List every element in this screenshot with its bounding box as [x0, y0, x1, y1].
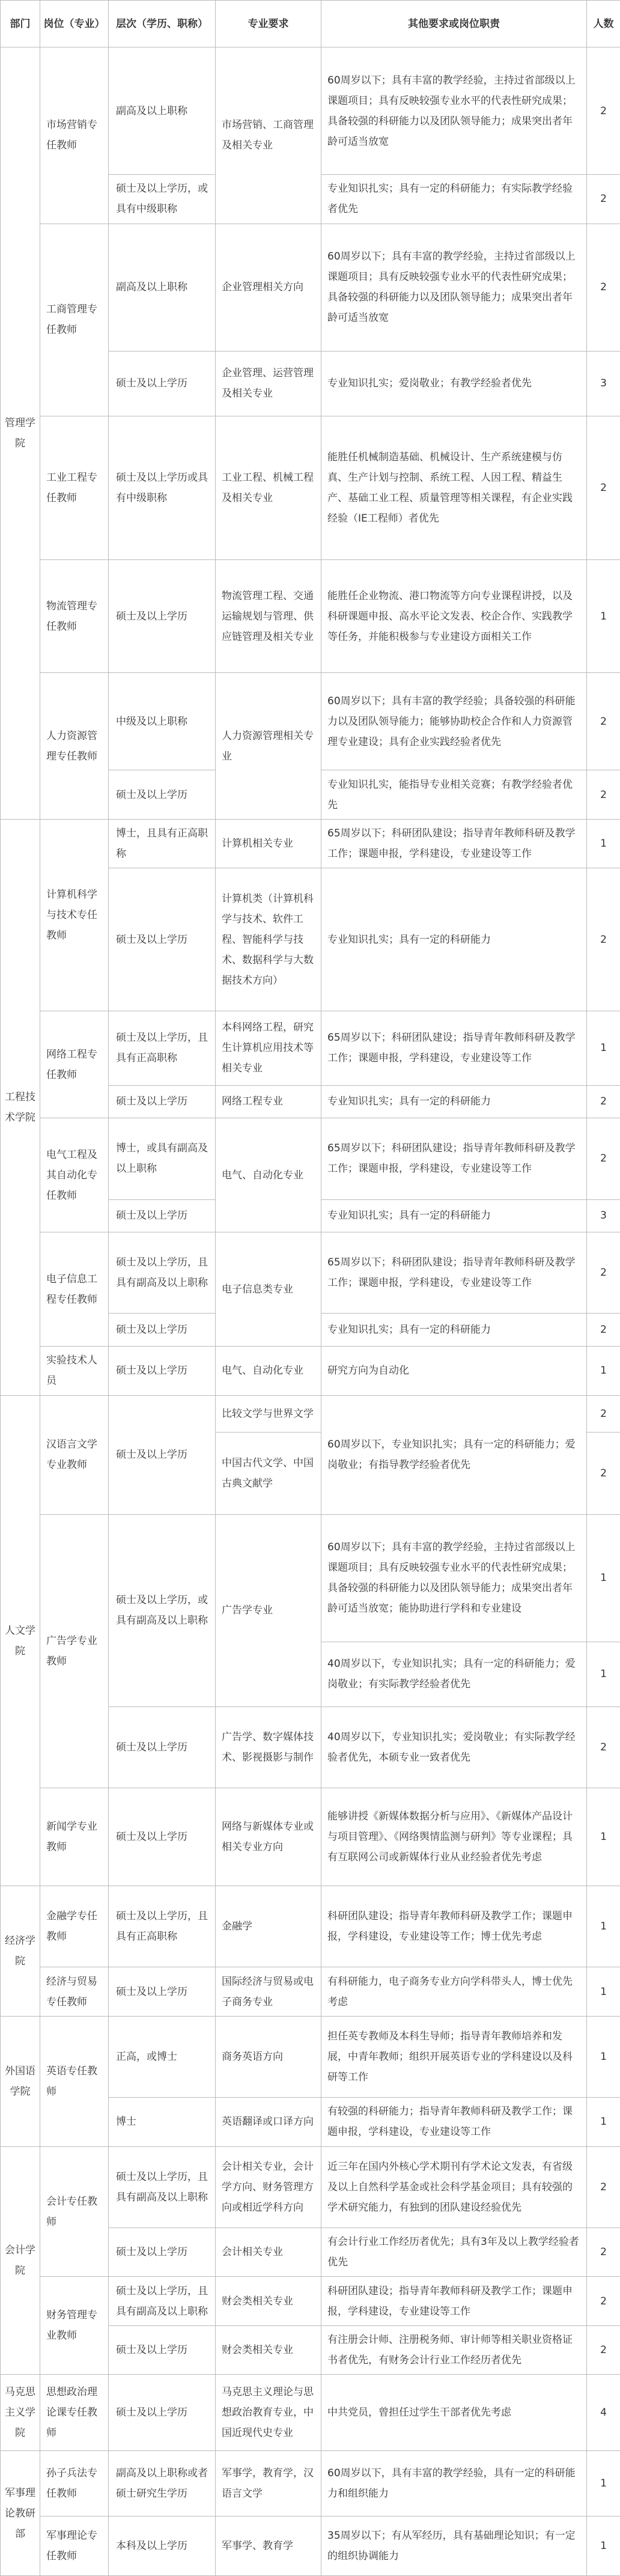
count-cell: 2	[587, 1314, 620, 1347]
count-cell: 1	[587, 2098, 620, 2147]
position-cell: 人力资源管理专任教师	[40, 673, 109, 819]
count-cell: 2	[587, 1118, 620, 1199]
position-cell: 孙子兵法专任教师	[40, 2451, 109, 2516]
level-cell: 硕士及以上学历，且具有副高及以上职称	[109, 2146, 216, 2227]
other-requirement-cell: 能胜任机械制造基础、机械设计、生产系统建模与仿真、生产计划与控制、系统工程、人因工程、精益生产、基础工业工程、质量管理等相关课程，有企业实践经验（IE工程师）者优先	[321, 416, 587, 559]
count-cell: 2	[587, 1395, 620, 1433]
level-cell: 硕士及以上学历	[109, 1788, 216, 1886]
other-requirement-cell: 专业知识扎实；爱岗敬业；有教学经验者优先	[321, 351, 587, 416]
header-row	[1, 1, 620, 47]
table-row	[1, 1514, 620, 1642]
count-cell: 1	[587, 1347, 620, 1396]
level-cell: 硕士及以上学历	[109, 1314, 216, 1347]
requirement-cell: 商务英语方向	[216, 2017, 321, 2098]
other-requirement-cell: 专业知识扎实；具有一定的科研能力	[321, 1199, 587, 1232]
count-cell: 4	[587, 2375, 620, 2451]
requirement-cell: 马克思主义理论与思想政治教育专业，中国近现代史专业	[216, 2375, 321, 2451]
requirement-cell: 财会类相关专业	[216, 2277, 321, 2326]
table-body	[1, 47, 620, 2576]
count-cell: 3	[587, 351, 620, 416]
requirement-cell: 比较文学与世界文学	[216, 1395, 321, 1433]
requirement-cell: 计算机类（计算机科学与技术、软件工程、智能科学与技术、数据科学与大数据技术方向）	[216, 868, 321, 1011]
table-row	[1, 673, 620, 770]
count-cell: 2	[587, 770, 620, 820]
other-requirement-cell: 65周岁以下；科研团队建设；指导青年教师科研及教学工作；课题申报，学科建设，专业建设等工作	[321, 1118, 587, 1199]
count-cell: 2	[587, 416, 620, 559]
table-row	[1, 2017, 620, 2098]
requirement-cell: 人力资源管理相关专业	[216, 673, 321, 819]
requirement-cell: 市场营销、工商管理及相关专业	[216, 47, 321, 224]
requirement-cell: 财会类相关专业	[216, 2325, 321, 2375]
other-requirement-cell: 65周岁以下；科研团队建设；指导青年教师科研及教学工作；课题申报，学科建设，专业建设等工作	[321, 1232, 587, 1314]
count-cell: 2	[587, 1433, 620, 1514]
level-cell: 副高及以上职称或者硕士研究生学历	[109, 2451, 216, 2516]
dept-cell: 会计学院	[1, 2146, 40, 2375]
count-cell: 1	[587, 1011, 620, 1085]
other-requirement-cell: 研究方向为自动化	[321, 1347, 587, 1396]
count-cell: 1	[587, 2516, 620, 2575]
count-cell: 1	[587, 819, 620, 868]
level-cell: 硕士及以上学历	[109, 1199, 216, 1232]
requirement-cell: 金融学	[216, 1886, 321, 1967]
table-row	[1, 2277, 620, 2326]
other-requirement-cell: 能胜任企业物流、港口物流等方向专业课程讲授，以及科研课题申报、高水平论文发表、校企合作、实践教学等任务，并能积极参与专业建设方面相关工作	[321, 559, 587, 673]
requirement-cell: 国际经济与贸易或电子商务专业	[216, 1967, 321, 2017]
position-cell: 电子信息工程专任教师	[40, 1232, 109, 1347]
table-row	[1, 2146, 620, 2227]
count-cell: 2	[587, 2146, 620, 2227]
requirement-cell: 网络工程专业	[216, 1085, 321, 1118]
level-cell: 硕士及以上学历，且具有正高职称	[109, 1886, 216, 1967]
other-requirement-cell: 65周岁以下；科研团队建设；指导青年教师科研及教学工作；课题申报，学科建设，专业建设等工作	[321, 819, 587, 868]
level-cell: 正高，或博士	[109, 2017, 216, 2098]
requirement-cell: 企业管理相关方向	[216, 224, 321, 351]
count-cell: 1	[587, 1642, 620, 1707]
level-cell: 硕士及以上学历	[109, 1707, 216, 1788]
requirement-cell: 广告学、数字媒体技术、影视摄影与制作	[216, 1707, 321, 1788]
count-cell: 2	[587, 1085, 620, 1118]
position-cell: 物流管理专任教师	[40, 559, 109, 673]
table-row	[1, 559, 620, 673]
other-requirement-cell: 担任英专教师及本科生导师；指导青年教师培养和发展，中青年教师；组织开展英语专业的学科建设以及科研等工作	[321, 2017, 587, 2098]
position-cell: 实验技术人员	[40, 1347, 109, 1396]
other-requirement-cell: 有较强的科研能力；指导青年教师科研及教学工作；课题申报，学科建设，专业建设等工作	[321, 2098, 587, 2147]
position-cell: 计算机科学与技术专任教师	[40, 819, 109, 1011]
requirement-cell: 会计相关专业，会计学方向、财务管理方向或相近学科方向	[216, 2146, 321, 2227]
other-requirement-cell: 专业知识扎实；具有一定的科研能力	[321, 868, 587, 1011]
requirement-cell: 计算机相关专业	[216, 819, 321, 868]
count-cell: 2	[587, 673, 620, 770]
position-cell: 工商管理专任教师	[40, 224, 109, 416]
level-cell: 副高及以上职称	[109, 47, 216, 175]
count-cell: 2	[587, 2277, 620, 2326]
requirement-cell: 会计相关专业	[216, 2227, 321, 2277]
other-requirement-cell: 科研团队建设；指导青年教师科研及教学工作；课题申报，学科建设，专业建设等工作	[321, 2277, 587, 2326]
table-row	[1, 2451, 620, 2516]
table-row	[1, 1395, 620, 1433]
count-cell: 1	[587, 2451, 620, 2516]
level-cell: 硕士及以上学历，或具有中级职称	[109, 175, 216, 224]
count-cell: 2	[587, 175, 620, 224]
level-cell: 硕士及以上学历	[109, 770, 216, 820]
table-row	[1, 224, 620, 351]
header-dept: 部门	[1, 1, 40, 47]
requirement-cell: 军事学、教育学	[216, 2516, 321, 2575]
level-cell: 硕士及以上学历	[109, 1395, 216, 1514]
other-requirement-cell: 60周岁以下；具有丰富的教学经验，主持过省部级以上课题项目；具有反映较强专业水平的代表性研究成果；具备较强的科研能力以及团队领导能力；成果突出者年龄可适当放宽；能协助进行学科和专业建设	[321, 1514, 587, 1642]
dept-cell: 马克思主义学院	[1, 2375, 40, 2451]
position-cell: 新闻学专业教师	[40, 1788, 109, 1886]
level-cell: 硕士及以上学历，且具有副高及以上职称	[109, 2277, 216, 2326]
position-cell: 财务管理专业教师	[40, 2277, 109, 2375]
level-cell: 博士	[109, 2098, 216, 2147]
table-row	[1, 1788, 620, 1886]
other-requirement-cell: 65周岁以下；科研团队建设；指导青年教师科研及教学工作；课题申报，学科建设，专业建设等工作	[321, 1011, 587, 1085]
other-requirement-cell: 有注册会计师、注册税务师、审计师等相关职业资格证书者优先，有财务会计行业工作经历者优先	[321, 2325, 587, 2375]
count-cell: 1	[587, 2017, 620, 2098]
table-row	[1, 2375, 620, 2451]
other-requirement-cell: 60周岁以下；具有丰富的教学经验，主持过省部级以上课题项目；具有反映较强专业水平的代表性研究成果；具备较强的科研能力以及团队领导能力；成果突出者年龄可适当放宽	[321, 224, 587, 351]
position-cell: 电气工程及其自动化专任教师	[40, 1118, 109, 1232]
position-cell: 会计专任教师	[40, 2146, 109, 2277]
position-cell: 广告学专业教师	[40, 1514, 109, 1788]
level-cell: 硕士及以上学历	[109, 868, 216, 1011]
other-requirement-cell: 有会计行业工作经历者优先；具有3年及以上教学经验者优先	[321, 2227, 587, 2277]
table-row	[1, 1347, 620, 1396]
count-cell: 2	[587, 2227, 620, 2277]
requirement-cell: 工业工程、机械工程及相关专业	[216, 416, 321, 559]
requirement-cell: 电气、自动化专业	[216, 1347, 321, 1396]
count-cell: 2	[587, 224, 620, 351]
other-requirement-cell: 40周岁以下，专业知识扎实；爱岗敬业；有实际教学经验者优先，本硕专业一致者优先	[321, 1707, 587, 1788]
dept-cell: 经济学院	[1, 1886, 40, 2017]
level-cell: 硕士及以上学历	[109, 2325, 216, 2375]
position-cell: 市场营销专任教师	[40, 47, 109, 224]
table-row	[1, 1967, 620, 2017]
level-cell: 本科及以上学历	[109, 2516, 216, 2575]
other-requirement-cell: 有科研能力，电子商务专业方向学科带头人，博士优先考虑	[321, 1967, 587, 2017]
other-requirement-cell: 近三年在国内外核心学术期刊有学术论文发表，有省级及以上自然科学基金或社会科学基金项目；具有较强的学术研究能力，有独到的团队建设经验优先	[321, 2146, 587, 2227]
requirement-cell: 企业管理、运营管理及相关专业	[216, 351, 321, 416]
level-cell: 硕士及以上学历或具有中级职称	[109, 416, 216, 559]
other-requirement-cell: 专业知识扎实，能指导专业相关竞赛；有教学经验者优先	[321, 770, 587, 820]
count-cell: 2	[587, 2325, 620, 2375]
other-requirement-cell: 专业知识扎实；具有一定的科研能力	[321, 1314, 587, 1347]
count-cell: 1	[587, 1788, 620, 1886]
other-requirement-cell: 60周岁以下；具有丰富的教学经验，主持过省部级以上课题项目；具有反映较强专业水平的代表性研究成果；具备较强的科研能力以及团队领导能力；成果突出者年龄可适当放宽	[321, 47, 587, 175]
level-cell: 硕士及以上学历	[109, 559, 216, 673]
level-cell: 硕士及以上学历	[109, 1347, 216, 1396]
dept-cell: 军事理论教研部	[1, 2451, 40, 2576]
table-row	[1, 1232, 620, 1314]
other-requirement-cell: 科研团队建设；指导青年教师科研及教学工作；课题申报，学科建设，专业建设等工作；博士优先考虑	[321, 1886, 587, 1967]
level-cell: 硕士及以上学历，或具有副高及以上职称	[109, 1514, 216, 1707]
position-cell: 网络工程专任教师	[40, 1011, 109, 1118]
header-requirement: 专业要求	[216, 1, 321, 47]
header-level: 层次（学历、职称）	[109, 1, 216, 47]
level-cell: 中级及以上职称	[109, 673, 216, 770]
count-cell: 1	[587, 1886, 620, 1967]
table-row	[1, 2516, 620, 2575]
other-requirement-cell: 35周岁以下；有从军经历，具有基础理论知识；有一定的组织协调能力	[321, 2516, 587, 2575]
requirement-cell: 电子信息类专业	[216, 1232, 321, 1347]
requirement-cell: 电气、自动化专业	[216, 1118, 321, 1232]
other-requirement-cell: 中共党员，曾担任过学生干部者优先考虑	[321, 2375, 587, 2451]
position-cell: 军事理论专任教师	[40, 2516, 109, 2575]
other-requirement-cell: 能够讲授《新媒体数据分析与应用》、《新媒体产品设计与项目管理》、《网络舆情监测与研判》等专业课程；具有互联网公司或新媒体行业从业经验者优先考虑	[321, 1788, 587, 1886]
count-cell: 1	[587, 1967, 620, 2017]
other-requirement-cell: 60周岁以下；具有丰富的教学经验；具备较强的科研能力以及团队领导能力；能够协助校企合作和人力资源管理专业建设；具有企业实践经验者优先	[321, 673, 587, 770]
other-requirement-cell: 60周岁以下，具有丰富的教学经验，具有一定的科研能力和组织能力	[321, 2451, 587, 2516]
header-other: 其他要求或岗位职责	[321, 1, 587, 47]
table-row	[1, 819, 620, 868]
position-cell: 英语专任教师	[40, 2017, 109, 2147]
position-cell: 工业工程专任教师	[40, 416, 109, 559]
count-cell: 2	[587, 1232, 620, 1314]
level-cell: 硕士及以上学历，且具有正高职称	[109, 1011, 216, 1085]
dept-cell: 工程技术学院	[1, 819, 40, 1395]
level-cell: 博士，且具有正高职称	[109, 819, 216, 868]
count-cell: 1	[587, 559, 620, 673]
table-row	[1, 1011, 620, 1085]
position-cell: 经济与贸易专任教师	[40, 1967, 109, 2017]
count-cell: 2	[587, 1707, 620, 1788]
position-cell: 汉语言文学专业教师	[40, 1395, 109, 1514]
table-row	[1, 416, 620, 559]
level-cell: 副高及以上职称	[109, 224, 216, 351]
dept-cell: 外国语学院	[1, 2017, 40, 2147]
count-cell: 2	[587, 868, 620, 1011]
requirement-cell: 网络与新媒体专业或相关专业方向	[216, 1788, 321, 1886]
other-requirement-cell: 60周岁以下，专业知识扎实；具有一定的科研能力；爱岗敬业；有指导教学经验者优先	[321, 1395, 587, 1514]
level-cell: 硕士及以上学历，且具有副高及以上职称	[109, 1232, 216, 1314]
table-row	[1, 1118, 620, 1199]
dept-cell: 管理学院	[1, 47, 40, 820]
dept-cell: 人文学院	[1, 1395, 40, 1886]
level-cell: 硕士及以上学历	[109, 2227, 216, 2277]
other-requirement-cell: 专业知识扎实；具有一定的科研能力；有实际教学经验者优先	[321, 175, 587, 224]
requirement-cell: 物流管理工程、交通运输规划与管理、供应链管理及相关专业	[216, 559, 321, 673]
count-cell: 2	[587, 47, 620, 175]
other-requirement-cell: 专业知识扎实；具有一定的科研能力	[321, 1085, 587, 1118]
level-cell: 博士，或具有副高及以上职称	[109, 1118, 216, 1199]
other-requirement-cell: 40周岁以下，专业知识扎实；具有一定的科研能力；爱岗敬业；有实际教学经验者优先	[321, 1642, 587, 1707]
requirement-cell: 中国古代文学、中国古典文献学	[216, 1433, 321, 1514]
level-cell: 硕士及以上学历	[109, 1967, 216, 2017]
requirement-cell: 英语翻译或口译方向	[216, 2098, 321, 2147]
level-cell: 硕士及以上学历	[109, 351, 216, 416]
count-cell: 1	[587, 1514, 620, 1642]
position-cell: 思想政治理论课专任教师	[40, 2375, 109, 2451]
requirement-cell: 本科网络工程，研究生计算机应用技术等相关专业	[216, 1011, 321, 1085]
requirement-cell: 广告学专业	[216, 1514, 321, 1707]
count-cell: 3	[587, 1199, 620, 1232]
level-cell: 硕士及以上学历	[109, 2375, 216, 2451]
requirement-cell: 军事学，教育学，汉语言文学	[216, 2451, 321, 2516]
level-cell: 硕士及以上学历	[109, 1085, 216, 1118]
header-position: 岗位（专业）	[40, 1, 109, 47]
table-row	[1, 47, 620, 175]
table-row	[1, 1886, 620, 1967]
header-count: 人数	[587, 1, 620, 47]
position-cell: 金融学专任教师	[40, 1886, 109, 1967]
